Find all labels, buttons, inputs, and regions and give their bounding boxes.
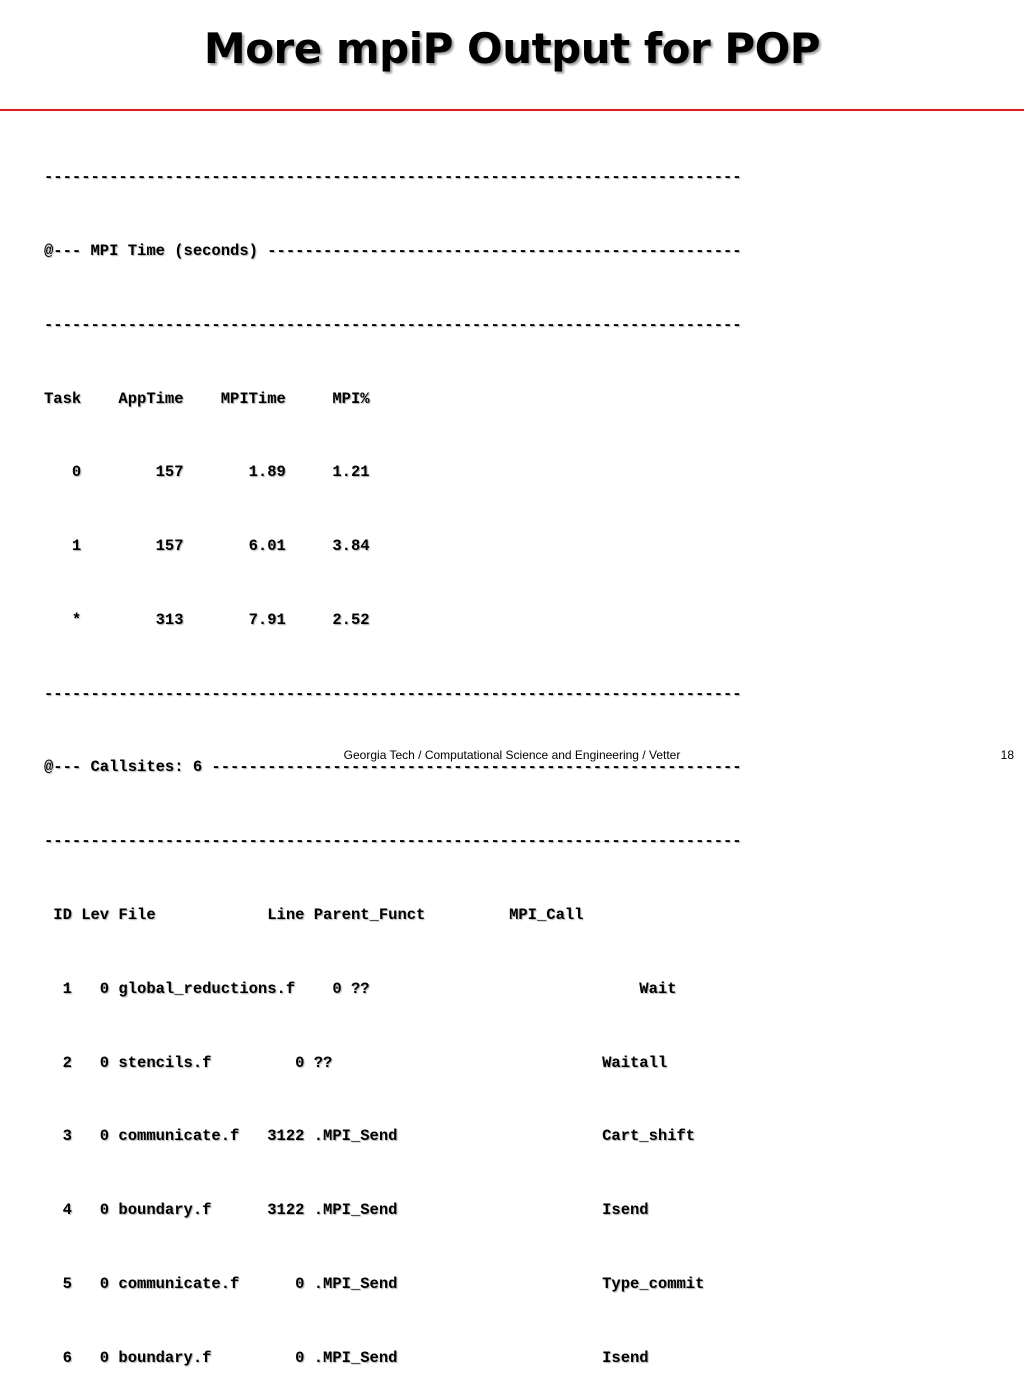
mpi-time-row: 0 157 1.89 1.21 xyxy=(44,463,370,482)
mpi-time-row-total: * 313 7.91 2.52 xyxy=(44,610,370,629)
callsite-row: 2 0 stencils.f 0 ?? Waitall xyxy=(44,1053,668,1072)
callsite-row: 6 0 boundary.f 0 .MPI_Send Isend xyxy=(44,1348,649,1367)
report-separator: --------------------------------------------------------------------------- xyxy=(44,832,742,851)
callsite-row: 5 0 communicate.f 0 .MPI_Send Type_commit xyxy=(44,1274,705,1293)
callsites-header: @--- Callsites: 6 --------------------------------------------------------- xyxy=(44,758,742,777)
callsite-row: 3 0 communicate.f 3122 .MPI_Send Cart_shift xyxy=(44,1127,696,1146)
report-separator: --------------------------------------------------------------------------- xyxy=(44,168,742,187)
callsite-row: 4 0 boundary.f 3122 .MPI_Send Isend xyxy=(44,1201,649,1220)
mpi-time-row: 1 157 6.01 3.84 xyxy=(44,537,370,556)
slide-title: More mpiP Output for POP xyxy=(203,24,821,73)
slide-footer: Georgia Tech / Computational Science and Engineering / Vetter xyxy=(343,748,681,762)
mpi-time-column-headers: Task AppTime MPITime MPI% xyxy=(44,389,370,408)
callsite-row: 1 0 global_reductions.f 0 ?? Wait xyxy=(44,979,677,998)
mpi-time-header: @--- MPI Time (seconds) --------------------------------------------------- xyxy=(44,241,742,260)
page-number: 18 xyxy=(1000,748,1014,762)
report-separator: --------------------------------------------------------------------------- xyxy=(44,684,742,703)
report-separator: --------------------------------------------------------------------------- xyxy=(44,315,742,334)
title-divider xyxy=(0,109,1024,111)
callsites-column-headers: ID Lev File Line Parent_Funct MPI_Call xyxy=(44,906,584,924)
